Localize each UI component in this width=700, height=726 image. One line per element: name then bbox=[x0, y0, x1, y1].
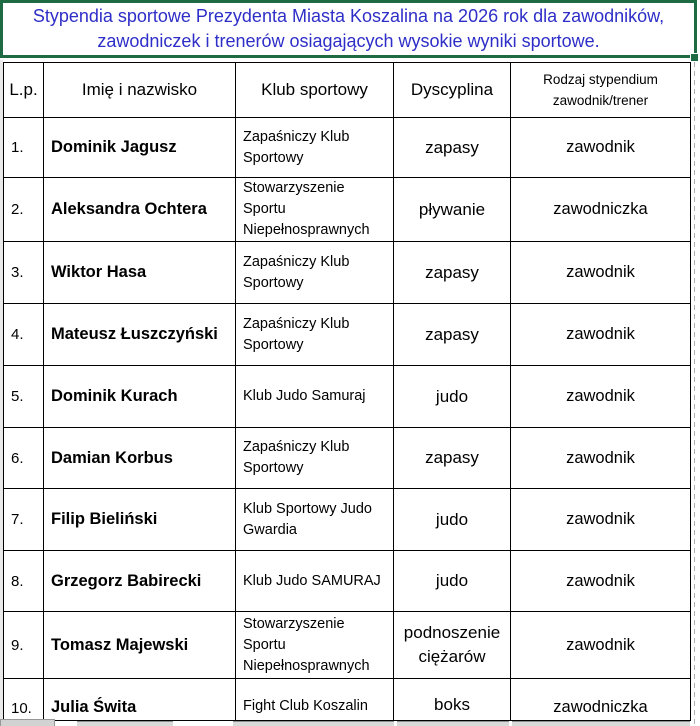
cell-lp[interactable]: 10. bbox=[4, 679, 44, 721]
cell-type[interactable]: zawodniczka bbox=[511, 178, 691, 242]
table-row bbox=[4, 304, 691, 366]
page-title: Stypendia sportowe Prezydenta Miasta Koszalina na 2026 rok dla zawodników, zawodniczek i trenerów osiagających wysokie wyniki sportowe. bbox=[32, 6, 665, 51]
cell-discipline[interactable]: pływanie bbox=[394, 178, 511, 242]
cell-discipline[interactable]: judo bbox=[394, 366, 511, 428]
cell-type[interactable]: zawodniczka bbox=[511, 679, 691, 721]
table-row bbox=[4, 489, 691, 551]
header-lp[interactable]: L.p. bbox=[4, 63, 44, 118]
title-cell[interactable] bbox=[0, 0, 697, 58]
cell-name[interactable]: Wiktor Hasa bbox=[44, 242, 236, 304]
page-break-dashed-line bbox=[694, 62, 695, 726]
cell-lp[interactable]: 2. bbox=[4, 178, 44, 242]
cell-type[interactable]: zawodnik bbox=[511, 428, 691, 489]
cell-type[interactable]: zawodnik bbox=[511, 242, 691, 304]
cell-name[interactable]: Aleksandra Ochtera bbox=[44, 178, 236, 242]
table-row bbox=[4, 551, 691, 612]
cell-discipline[interactable]: zapasy bbox=[394, 304, 511, 366]
cell-discipline[interactable]: judo bbox=[394, 489, 511, 551]
cell-discipline[interactable]: boks bbox=[394, 679, 511, 721]
cell-type[interactable]: zawodnik bbox=[511, 612, 691, 679]
table-body bbox=[4, 118, 691, 721]
cell-name[interactable]: Damian Korbus bbox=[44, 428, 236, 489]
cell-type[interactable]: zawodnik bbox=[511, 118, 691, 178]
cell-name[interactable]: Filip Bieliński bbox=[44, 489, 236, 551]
cell-club[interactable]: Klub Judo Samuraj bbox=[236, 366, 394, 428]
header-type[interactable]: Rodzaj stypendium zawodnik/trener bbox=[511, 63, 691, 118]
bottom-cell-remnant bbox=[397, 721, 509, 726]
cell-name[interactable]: Tomasz Majewski bbox=[44, 612, 236, 679]
cell-name[interactable]: Dominik Jagusz bbox=[44, 118, 236, 178]
cell-club[interactable]: Stowarzyszenie Sportu Niepełnosprawnych bbox=[236, 612, 394, 679]
cell-lp[interactable]: 4. bbox=[4, 304, 44, 366]
cell-name[interactable]: Grzegorz Babirecki bbox=[44, 551, 236, 612]
cell-club[interactable]: Fight Club Koszalin bbox=[236, 679, 394, 721]
cell-lp[interactable]: 9. bbox=[4, 612, 44, 679]
cell-lp[interactable]: 3. bbox=[4, 242, 44, 304]
cell-club[interactable]: Zapaśniczy Klub Sportowy bbox=[236, 428, 394, 489]
header-name[interactable]: Imię i nazwisko bbox=[44, 63, 236, 118]
table-row bbox=[4, 178, 691, 242]
bottom-cell-remnant bbox=[233, 721, 394, 726]
cell-discipline[interactable]: zapasy bbox=[394, 118, 511, 178]
table-row bbox=[4, 612, 691, 679]
cell-type[interactable]: zawodnik bbox=[511, 489, 691, 551]
bottom-cell-remnant bbox=[77, 721, 173, 726]
table-row bbox=[4, 242, 691, 304]
header-discipline[interactable]: Dyscyplina bbox=[394, 63, 511, 118]
cell-type[interactable]: zawodnik bbox=[511, 304, 691, 366]
cell-lp[interactable]: 8. bbox=[4, 551, 44, 612]
cell-name[interactable]: Julia Świta bbox=[44, 679, 236, 721]
cell-club[interactable]: Klub Sportowy Judo Gwardia bbox=[236, 489, 394, 551]
selection-fill-handle[interactable] bbox=[690, 53, 699, 62]
cell-name[interactable]: Dominik Kurach bbox=[44, 366, 236, 428]
bottom-cell-remnant bbox=[512, 721, 690, 726]
table-row bbox=[4, 679, 691, 721]
header-club[interactable]: Klub sportowy bbox=[236, 63, 394, 118]
stipends-table bbox=[3, 62, 691, 721]
bottom-cell-remnant bbox=[0, 719, 55, 726]
cell-club[interactable]: Zapaśniczy Klub Sportowy bbox=[236, 304, 394, 366]
cell-name[interactable]: Mateusz Łuszczyński bbox=[44, 304, 236, 366]
cell-type[interactable]: zawodnik bbox=[511, 551, 691, 612]
cell-lp[interactable]: 1. bbox=[4, 118, 44, 178]
cell-discipline[interactable]: zapasy bbox=[394, 428, 511, 489]
cell-discipline[interactable]: judo bbox=[394, 551, 511, 612]
cell-discipline[interactable]: podnoszenie ciężarów bbox=[394, 612, 511, 679]
table-row bbox=[4, 428, 691, 489]
cell-club[interactable]: Zapaśniczy Klub Sportowy bbox=[236, 242, 394, 304]
cell-discipline[interactable]: zapasy bbox=[394, 242, 511, 304]
cell-lp[interactable]: 6. bbox=[4, 428, 44, 489]
cell-lp[interactable]: 5. bbox=[4, 366, 44, 428]
cell-club[interactable]: Stowarzyszenie Sportu Niepełnosprawnych bbox=[236, 178, 394, 242]
table-row bbox=[4, 118, 691, 178]
table-row bbox=[4, 366, 691, 428]
table-header-row bbox=[4, 63, 691, 118]
cell-lp[interactable]: 7. bbox=[4, 489, 44, 551]
cell-club[interactable]: Klub Judo SAMURAJ bbox=[236, 551, 394, 612]
cell-type[interactable]: zawodnik bbox=[511, 366, 691, 428]
cell-club[interactable]: Zapaśniczy Klub Sportowy bbox=[236, 118, 394, 178]
